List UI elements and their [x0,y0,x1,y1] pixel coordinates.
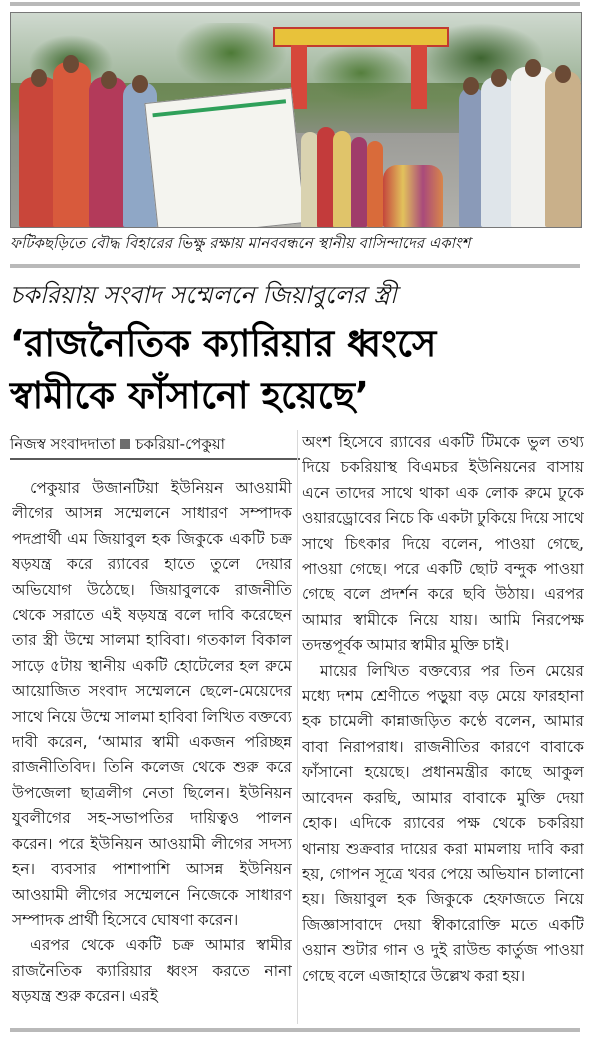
photo-caption: ফটিকছড়িতে বৌদ্ধ বিহারের ভিক্ষু রক্ষায় মানববন্ধনে স্থানীয় বাসিন্দাদের একাংশ [10,234,471,252]
article-column-right [302,430,584,1024]
article-column-left [12,476,292,1024]
article-headline [10,318,585,422]
person-figure [383,165,443,227]
headline-line-2: স্বামীকে ফাঁসানো হয়েছে’ [10,374,369,417]
protest-banner [144,88,305,228]
byline-author: নিজস্ব সংবাদদাতা [10,435,116,453]
section-rule [10,264,580,268]
person-figure [351,137,367,227]
person-figure [545,71,581,227]
byline-square-icon [120,439,130,449]
byline-rule [10,458,300,460]
person-figure [367,141,383,227]
person-figure [481,77,515,227]
article-paragraph: অংশ হিসেবে র‍্যাবের একটি টিমকে ভুল তথ্য দিয়ে চকরিয়াস্থ বিএমচর ইউনিয়নের বাসায় এনে তাদের সাথে থাকা এক লোক রুমে ঢুকে ওয়ারড্রোবের নিচে কি একটা ঢুকিয়ে দিয়ে সাথে সাথে চিৎকার দিয়ে বলেন, পাওয়া গেছে, পাওয়া গেছে। পরে একটি ছোট বন্দুক পাওয়া গেছে বলে প্রদর্শন করে ছবি উঠায়। এরপর আমার স্বামীকে নিয়ে যায়। আমি নিরপেক্ষ তদন্তপূর্বক আমার স্বামীর মুক্তি চাই। [302,433,584,655]
headline-line-1: ‘রাজনৈতিক ক্যারিয়ার ধ্বংসে [10,322,437,365]
article-paragraph: পেকুয়ার উজানটিয়া ইউনিয়ন আওয়ামী লীগের আসন্ন সম্মেলনে সাধারণ সম্পাদক পদপ্রার্থী এম জিয়াবুল হক জিকুকে একটি চক্র ষড়যন্ত্র করে র‍্যাবের হাতে তুলে দেয়ার অভিযোগ উঠেছে। জিয়াবুলকে রাজনীতি থেকে সরাতে এই ষড়যন্ত্র বলে দাবি করেছেন তার স্ত্রী উম্মে সালমা হাবিবা। গতকাল বিকাল সাড়ে ৫টায় স্থানীয় একটি হোটেলের হল রুমে আয়োজিত সংবাদ সম্মেলনে ছেলে-মেয়েদের সাথে নিয়ে উম্মে সালমা হাবিবা লিখিত বক্তব্যে দাবী করেন, ‘আমার স্বামী একজন পরিচ্ছন্ন রাজনীতিবিদ। তিনি কলেজ থেকে শুরু করে উপজেলা ছাত্রলীগ নেতা ছিলেন। ইউনিয়ন যুবলীগের সহ-সভাপতির দায়িত্বও পালন করেন। পরে ইউনিয়ন আওয়ামী লীগের সদস্য হন। ব্যবসার পাশাপাশি আসন্ন ইউনিয়ন আওয়ামী লীগের সম্মেলনে নিজেকে সাধারণ সম্পাদক প্রার্থী হিসেবে ঘোষণা করেন। [12,479,292,929]
article-paragraph: মায়ের লিখিত বক্তব্যের পর তিন মেয়ের মধ্যে দশম শ্রেণীতে পড়ুয়া বড় মেয়ে ফারহানা হক চামেলী কান্নাজড়িত কণ্ঠে বলেন, আমার বাবা নিরাপরাধ। রাজনীতির কারণে বাবাকে ফাঁসানো হয়েছে। প্রধানমন্ত্রীর কাছে আকুল আবেদন করছি, আমার বাবাকে মুক্তি দেয়া হোক। এদিকে র‍্যাবের পক্ষ থেকে চকরিয়া থানায় শুক্রবার দায়ের করা মামলায় দাবি করা হয়, গোপন সূত্রে খবর পেয়ে অভিযান চালানো হয়। জিয়াবুল হক জিকুকে হেফাজতে নিয়ে জিজ্ঞাসাবাদে দেয়া স্বীকারোক্তি মতে একটি ওয়ান শুটার গান ও দুই রাউন্ড কার্তুজ পাওয়া গেছে বলে এজাহারে উল্লেখ করা হয়। [302,661,584,985]
article-kicker: চকরিয়ায় সংবাদ সম্মেলনে জিয়াবুলের স্ত্রী [10,281,397,309]
byline [10,432,300,456]
column-divider [297,430,298,1024]
bottom-rule [10,1028,580,1032]
top-rule [10,2,580,6]
news-photo [10,12,582,228]
temple-gate [273,27,445,107]
person-figure [53,62,91,227]
person-figure [333,131,351,227]
banner-title-strip [152,99,286,117]
byline-location: চকরিয়া-পেকুয়া [135,435,226,453]
person-figure [89,77,127,227]
article-paragraph: এরপর থেকে একটি চক্র আমার স্বামীর রাজনৈতিক ক্যারিয়ার ধ্বংস করতে নানা ষড়যন্ত্র শুরু করেন। এরই [12,936,292,1006]
